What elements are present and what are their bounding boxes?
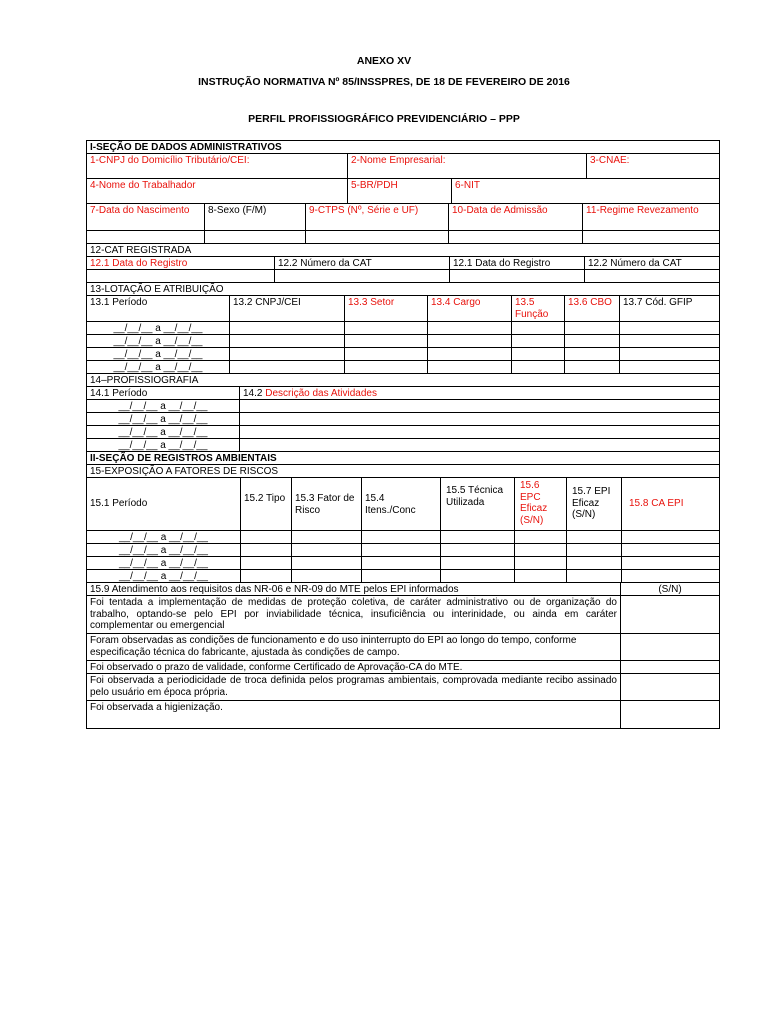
lotacao-row-cell[interactable]: [511, 360, 565, 374]
exp-row-cell[interactable]: [240, 530, 292, 544]
exp-row-cell[interactable]: [514, 530, 567, 544]
descricao-text: Descrição das Atividades: [265, 388, 377, 399]
lotacao-setor-header: 13.3 Setor: [344, 295, 428, 322]
requisito-funcionamento-sn[interactable]: [620, 633, 720, 661]
exp-epc-header: 15.6 EPC Eficaz (S/N): [514, 477, 567, 531]
requisito-protecao-coletiva-sn[interactable]: [620, 595, 720, 634]
lotacao-row-cell[interactable]: [564, 321, 620, 335]
exp-row-cell[interactable]: [440, 556, 515, 570]
profissiografia-descricao-header: [239, 386, 720, 400]
exp-row-cell[interactable]: [440, 530, 515, 544]
requisito-periodicidade: Foi observada a periodicidade de troca definida pelos programas ambientais, comprovada mediante recibo assinado pelo usuário em época própria.: [86, 673, 621, 701]
exp-row-cell[interactable]: [621, 556, 720, 570]
regime-revezamento-input[interactable]: [582, 230, 720, 244]
exp-row-cell[interactable]: [361, 569, 441, 583]
section-1-title: I-SEÇÃO DE DADOS ADMINISTRATIVOS: [86, 140, 720, 154]
cat-data-registro-1: 12.1 Data do Registro: [86, 256, 275, 270]
exp-row-periodo[interactable]: __/__/__ a __/__/__: [86, 543, 241, 557]
lotacao-row-periodo[interactable]: __/__/__ a __/__/__: [86, 360, 230, 374]
exp-ca-epi-header: 15.8 CA EPI: [621, 477, 720, 531]
sexo-label: 8-Sexo (F/M): [204, 203, 306, 231]
lotacao-cbo-header: 13.6 CBO: [564, 295, 620, 322]
exp-row-cell[interactable]: [621, 530, 720, 544]
lotacao-row-cell[interactable]: [427, 321, 512, 335]
exp-row-cell[interactable]: [621, 569, 720, 583]
cat-numero-2-input[interactable]: [584, 269, 720, 283]
data-admissao-input[interactable]: [448, 230, 583, 244]
lotacao-row-cell[interactable]: [564, 347, 620, 361]
lotacao-row-cell[interactable]: [344, 360, 428, 374]
profissiografia-row-descricao[interactable]: [239, 399, 720, 413]
lotacao-row-cell[interactable]: [511, 321, 565, 335]
ctps-label: 9-CTPS (Nº, Série e UF): [305, 203, 449, 231]
exp-row-cell[interactable]: [566, 530, 622, 544]
lotacao-row-cell[interactable]: [619, 334, 720, 348]
exp-row-cell[interactable]: [566, 556, 622, 570]
nome-empresarial-field[interactable]: 2-Nome Empresarial:: [347, 153, 587, 179]
lotacao-gfip-header: 13.7 Cód. GFIP: [619, 295, 720, 322]
lotacao-title: 13-LOTAÇÃO E ATRIBUIÇÃO: [86, 282, 720, 296]
lotacao-row-periodo[interactable]: __/__/__ a __/__/__: [86, 347, 230, 361]
lotacao-row-cell[interactable]: [511, 347, 565, 361]
lotacao-row-cell[interactable]: [619, 321, 720, 335]
exp-fator-header: 15.3 Fator de Risco: [291, 477, 362, 531]
requisito-higienizacao: Foi observada a higienização.: [86, 700, 621, 729]
exp-row-cell[interactable]: [361, 543, 441, 557]
exp-epi-header: 15.7 EPI Eficaz (S/N): [566, 477, 622, 531]
exp-row-cell[interactable]: [361, 556, 441, 570]
exp-row-cell[interactable]: [621, 543, 720, 557]
cat-data-registro-1-input[interactable]: [86, 269, 275, 283]
cat-data-registro-2-input[interactable]: [449, 269, 585, 283]
data-admissao-label: 10-Data de Admissão: [448, 203, 583, 231]
data-nascimento-label: 7-Data do Nascimento: [86, 203, 205, 231]
ppp-title: PERFIL PROFISSIOGRÁFICO PREVIDENCIÁRIO – PPP: [248, 113, 520, 125]
sexo-input[interactable]: [204, 230, 306, 244]
lotacao-row-cell[interactable]: [511, 334, 565, 348]
cnae-field[interactable]: 3-CNAE:: [586, 153, 720, 179]
exp-row-cell[interactable]: [291, 569, 362, 583]
cat-numero-1: 12.2 Número da CAT: [274, 256, 450, 270]
lotacao-cnpj-header: 13.2 CNPJ/CEI: [229, 295, 345, 322]
exp-row-periodo[interactable]: __/__/__ a __/__/__: [86, 530, 241, 544]
exp-row-cell[interactable]: [240, 556, 292, 570]
section-2-title: II-SEÇÃO DE REGISTROS AMBIENTAIS: [86, 451, 720, 465]
ctps-input[interactable]: [305, 230, 449, 244]
exposicao-title: 15-EXPOSIÇÃO A FATORES DE RISCOS: [86, 464, 720, 478]
exp-row-cell[interactable]: [440, 543, 515, 557]
exp-row-cell[interactable]: [361, 530, 441, 544]
exp-row-periodo[interactable]: __/__/__ a __/__/__: [86, 569, 241, 583]
cat-numero-2: 12.2 Número da CAT: [584, 256, 720, 270]
profissiografia-row-periodo[interactable]: __/__/__ a __/__/__: [86, 412, 240, 426]
requisito-protecao-coletiva: Foi tentada a implementação de medidas de proteção coletiva, de caráter administrativo ou de organização do trabalho, optando-se pelo EPI por inviabilidade técnica, insuficiência ou interinidade, ou ainda em caráter complementar ou emergencial: [86, 595, 621, 634]
exp-tecnica-header: 15.5 Técnica Utilizada: [440, 477, 515, 531]
exp-row-cell[interactable]: [566, 569, 622, 583]
lotacao-row-cell[interactable]: [427, 334, 512, 348]
lotacao-cargo-header: 13.4 Cargo: [427, 295, 512, 322]
exp-row-cell[interactable]: [240, 569, 292, 583]
sn-header: (S/N): [620, 582, 720, 596]
exp-row-cell[interactable]: [291, 556, 362, 570]
exp-tipo-header: 15.2 Tipo: [240, 477, 292, 531]
br-pdh-field[interactable]: 5-BR/PDH: [347, 178, 452, 204]
requisito-funcionamento: Foram observadas as condições de funcionamento e do uso ininterrupto do EPI ao longo do tempo, conforme especificação técnica do fabricante, ajustada às condições de campo.: [86, 633, 621, 661]
lotacao-row-cell[interactable]: [344, 347, 428, 361]
exp-row-cell[interactable]: [240, 543, 292, 557]
profissiografia-row-periodo[interactable]: __/__/__ a __/__/__: [86, 438, 240, 452]
exp-row-cell[interactable]: [291, 530, 362, 544]
profissiografia-periodo-header: 14.1 Período: [86, 386, 240, 400]
profissiografia-row-periodo[interactable]: __/__/__ a __/__/__: [86, 399, 240, 413]
exp-row-cell[interactable]: [514, 569, 567, 583]
lotacao-row-cell[interactable]: [564, 360, 620, 374]
exp-row-cell[interactable]: [291, 543, 362, 557]
cat-data-registro-2: 12.1 Data do Registro: [449, 256, 585, 270]
profissiografia-title: 14–PROFISSIOGRAFIA: [86, 373, 720, 387]
exp-itens-header: 15.4 Itens./Conc: [361, 477, 441, 531]
lotacao-row-cell[interactable]: [427, 360, 512, 374]
ppp-form: [86, 140, 720, 729]
regime-revezamento-label: 11-Regime Revezamento: [582, 203, 720, 231]
requisito-higienizacao-sn[interactable]: [620, 700, 720, 729]
profissiografia-row-descricao[interactable]: [239, 412, 720, 426]
annex-title: ANEXO XV: [356, 55, 412, 67]
nome-trabalhador-field[interactable]: 4-Nome do Trabalhador: [86, 178, 348, 204]
cat-title: 12-CAT REGISTRADA: [86, 243, 720, 257]
exp-row-periodo[interactable]: __/__/__ a __/__/__: [86, 556, 241, 570]
lotacao-row-cell[interactable]: [344, 321, 428, 335]
requisito-validade: Foi observado o prazo de validade, conforme Certificado de Aprovação-CA do MTE.: [86, 660, 621, 674]
exp-periodo-header: 15.1 Período: [86, 477, 241, 531]
lotacao-row-cell[interactable]: [229, 360, 345, 374]
profissiografia-row-descricao[interactable]: [239, 425, 720, 439]
cat-numero-1-input[interactable]: [274, 269, 450, 283]
lotacao-row-cell[interactable]: [619, 347, 720, 361]
instruction-title: INSTRUÇÃO NORMATIVA Nº 85/INSSPRES, DE 18 DE FEVEREIRO DE 2016: [198, 76, 570, 88]
nit-field[interactable]: 6-NIT: [451, 178, 720, 204]
exp-row-cell[interactable]: [514, 556, 567, 570]
lotacao-row-periodo[interactable]: __/__/__ a __/__/__: [86, 321, 230, 335]
lotacao-row-cell[interactable]: [427, 347, 512, 361]
requisito-validade-sn[interactable]: [620, 660, 720, 674]
exp-row-cell[interactable]: [566, 543, 622, 557]
lotacao-row-cell[interactable]: [344, 334, 428, 348]
exp-row-cell[interactable]: [440, 569, 515, 583]
profissiografia-row-descricao[interactable]: [239, 438, 720, 452]
atendimento-label: 15.9 Atendimento aos requisitos das NR-06 e NR-09 do MTE pelos EPI informados: [86, 582, 621, 596]
lotacao-row-cell[interactable]: [229, 334, 345, 348]
lotacao-row-cell[interactable]: [229, 321, 345, 335]
lotacao-funcao-header: 13.5 Função: [511, 295, 565, 322]
lotacao-row-cell[interactable]: [229, 347, 345, 361]
lotacao-row-cell[interactable]: [564, 334, 620, 348]
exp-row-cell[interactable]: [514, 543, 567, 557]
lotacao-periodo-header: 13.1 Período: [86, 295, 230, 322]
descricao-number: 14.2: [243, 388, 266, 399]
data-nascimento-input[interactable]: [86, 230, 205, 244]
cnpj-field[interactable]: 1-CNPJ do Domicílio Tributário/CEI:: [86, 153, 348, 179]
lotacao-row-periodo[interactable]: __/__/__ a __/__/__: [86, 334, 230, 348]
requisito-periodicidade-sn[interactable]: [620, 673, 720, 701]
lotacao-row-cell[interactable]: [619, 360, 720, 374]
profissiografia-row-periodo[interactable]: __/__/__ a __/__/__: [86, 425, 240, 439]
